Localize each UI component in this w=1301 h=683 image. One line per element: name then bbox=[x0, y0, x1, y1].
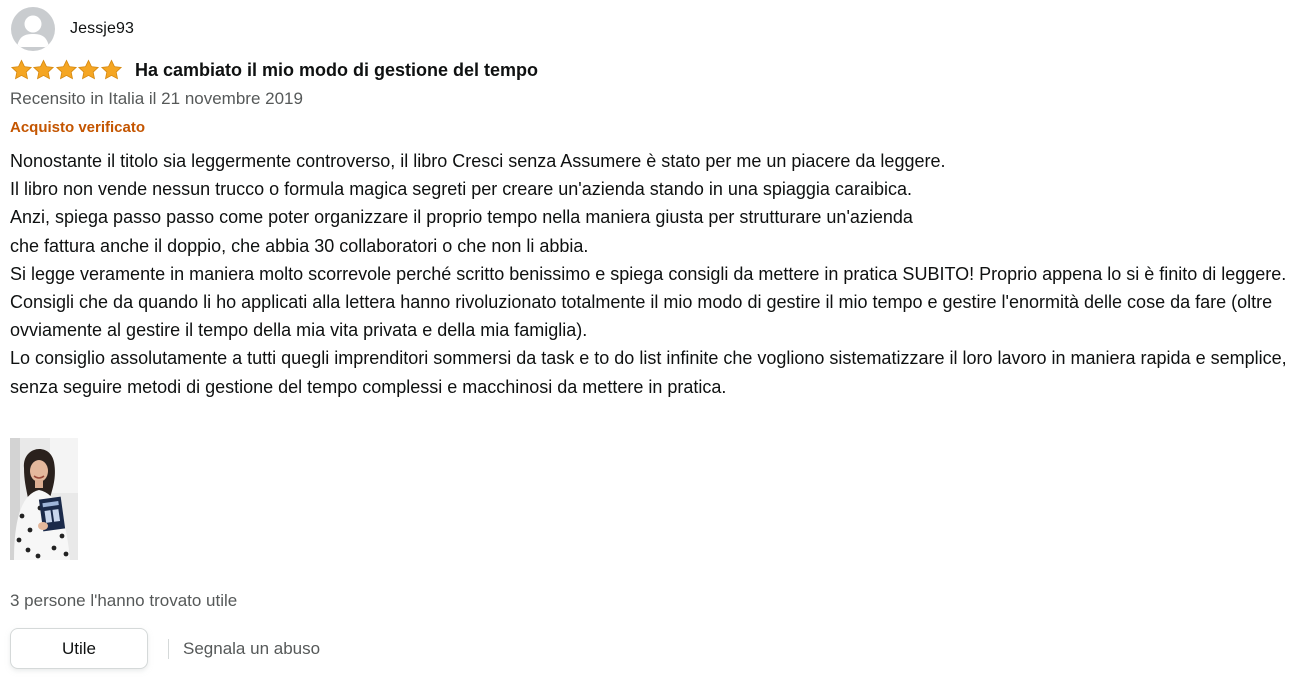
avatar[interactable] bbox=[11, 7, 55, 51]
customer-photo bbox=[10, 438, 78, 560]
star-icon bbox=[100, 59, 123, 81]
review-body bbox=[10, 147, 1295, 401]
star-icon bbox=[55, 59, 78, 81]
helpful-vote-count: 3 persone l'hanno trovato utile bbox=[10, 591, 238, 610]
star-icon bbox=[10, 59, 33, 81]
review-paragraph: Anzi, spiega passo passo come poter organizzare il proprio tempo nella maniera giusta per strutturare un'azienda bbox=[10, 207, 913, 228]
helpful-button[interactable]: Utile bbox=[10, 628, 148, 669]
review-paragraph: Nonostante il titolo sia leggermente controverso, il libro Cresci senza Assumere è stato per me un piacere da leggere. bbox=[10, 151, 946, 171]
star-rating[interactable] bbox=[10, 58, 122, 82]
review-actions bbox=[10, 628, 320, 669]
review-paragraph: che fattura anche il doppio, che abbia 30 collaboratori o che non li abbia. bbox=[10, 235, 589, 256]
user-silhouette-icon bbox=[11, 7, 55, 51]
review-paragraph: Si legge veramente in maniera molto scorrevole perché scritto benissimo e spiega consigli da mettere in pratica SUBITO! Proprio appena lo si è finito di leggere. bbox=[10, 263, 1287, 284]
review-date: Recensito in Italia il 21 novembre 2019 bbox=[10, 89, 303, 108]
verified-purchase-badge: Acquisto verificato bbox=[10, 119, 146, 136]
report-abuse-link[interactable]: Segnala un abuso bbox=[183, 638, 321, 658]
reviewer-name[interactable]: Jessje93 bbox=[70, 20, 134, 37]
star-icon bbox=[32, 59, 55, 81]
review-title[interactable]: Ha cambiato il mio modo di gestione del tempo bbox=[135, 59, 539, 80]
review-image-thumbnail[interactable] bbox=[10, 438, 78, 560]
action-divider bbox=[168, 639, 169, 659]
review-paragraph: Il libro non vende nessun trucco o formula magica segreti per creare un'azienda stando in una spiaggia caraibica. bbox=[10, 179, 912, 200]
review-paragraph: Lo consiglio assolutamente a tutti quegli imprenditori sommersi da task e to do list infinite che vogliono sistematizzare il loro lavoro in maniera rapida e semplice, senza seguire metodi di gestione del tempo complessi e macchinosi da mettere in pratica. bbox=[10, 348, 1287, 397]
review-header bbox=[10, 58, 538, 82]
star-icon bbox=[77, 59, 100, 81]
review-paragraph: Consigli che da quando li ho applicati alla lettera hanno rivoluzionato totalmente il mio modo di gestire il mio tempo e gestire l'enormità delle cose da fare (oltre ovviamente al gestire il tempo della mia vita privata e della mia famiglia). bbox=[10, 292, 1273, 341]
reviewer-profile[interactable] bbox=[11, 7, 134, 51]
